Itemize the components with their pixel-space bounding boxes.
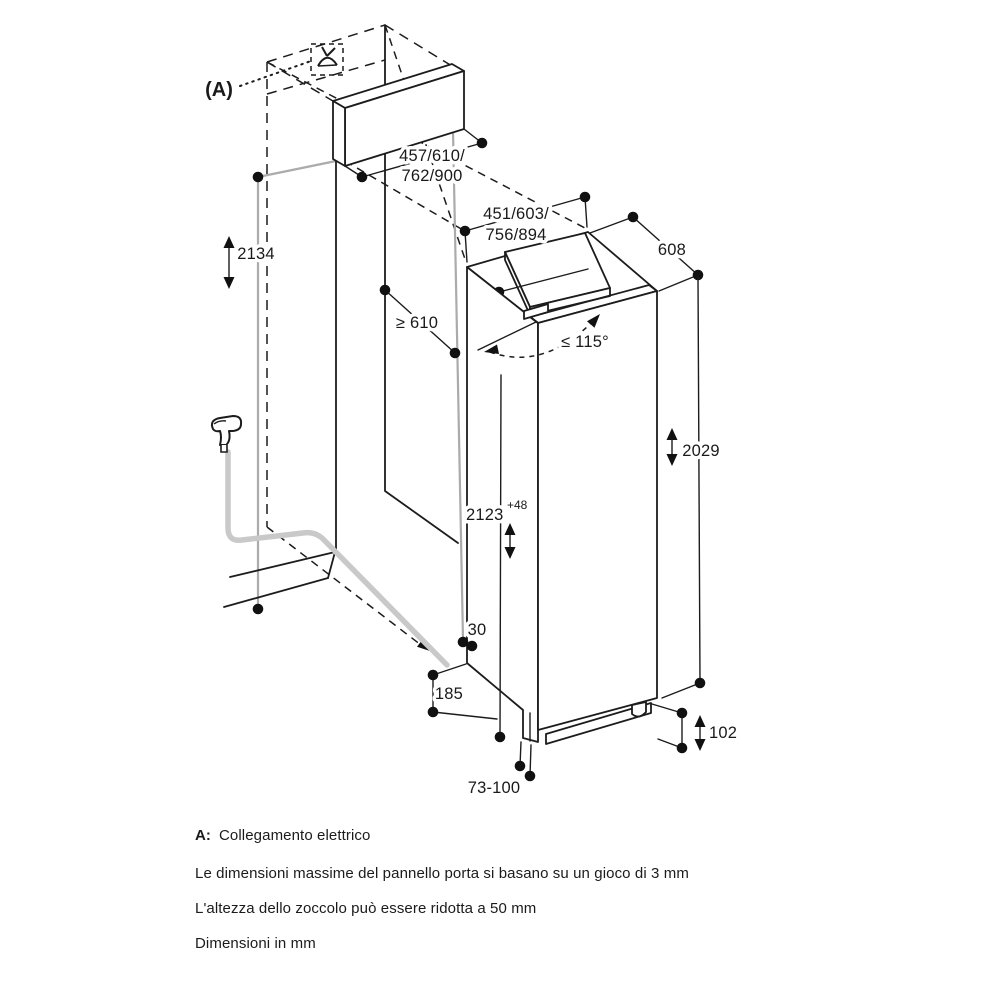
note-units: Dimensioni in mm bbox=[195, 935, 316, 952]
note-a-text: Collegamento elettrico bbox=[219, 827, 371, 844]
callout-a-label: (A) bbox=[205, 79, 233, 101]
svg-text:30: 30 bbox=[467, 621, 487, 639]
svg-text:73-100: 73-100 bbox=[467, 779, 521, 797]
water-tap-icon bbox=[212, 416, 241, 452]
svg-text:≥ 610: ≥ 610 bbox=[395, 314, 439, 332]
note-door-panel: Le dimensioni massime del pannello porta si basano su un gioco di 3 mm bbox=[195, 865, 689, 882]
svg-text:185: 185 bbox=[434, 685, 464, 703]
svg-text:2029: 2029 bbox=[682, 442, 720, 460]
svg-text:608: 608 bbox=[657, 241, 687, 259]
appliance-door bbox=[538, 291, 657, 730]
dim-plinth-height bbox=[652, 704, 737, 753]
dim-appliance-height bbox=[662, 277, 720, 698]
svg-text:457/610/: 457/610/ bbox=[399, 147, 465, 165]
dim-min-clearance bbox=[380, 285, 461, 359]
socket-zone-box bbox=[311, 44, 343, 75]
note-a-label: A: bbox=[195, 827, 211, 844]
dim-plinth-recess bbox=[468, 742, 536, 797]
water-connection bbox=[212, 416, 447, 665]
svg-text:762/900: 762/900 bbox=[401, 167, 463, 185]
svg-text:102: 102 bbox=[709, 724, 738, 742]
appliance-foot bbox=[632, 702, 646, 717]
dim-door-angle: ≤ 115° bbox=[561, 333, 609, 351]
svg-text:2123: 2123 bbox=[466, 506, 504, 524]
svg-text:756/894: 756/894 bbox=[485, 226, 547, 244]
svg-text:451/603/: 451/603/ bbox=[483, 205, 549, 223]
appliance bbox=[467, 232, 657, 744]
caption-notes bbox=[195, 827, 689, 952]
svg-text:+48: +48 bbox=[507, 498, 528, 512]
note-plinth: L'altezza dello zoccolo può essere ridotta a 50 mm bbox=[195, 900, 537, 917]
water-hose bbox=[228, 452, 447, 665]
electrical-socket-icon bbox=[318, 47, 337, 66]
svg-text:2134: 2134 bbox=[237, 245, 275, 263]
